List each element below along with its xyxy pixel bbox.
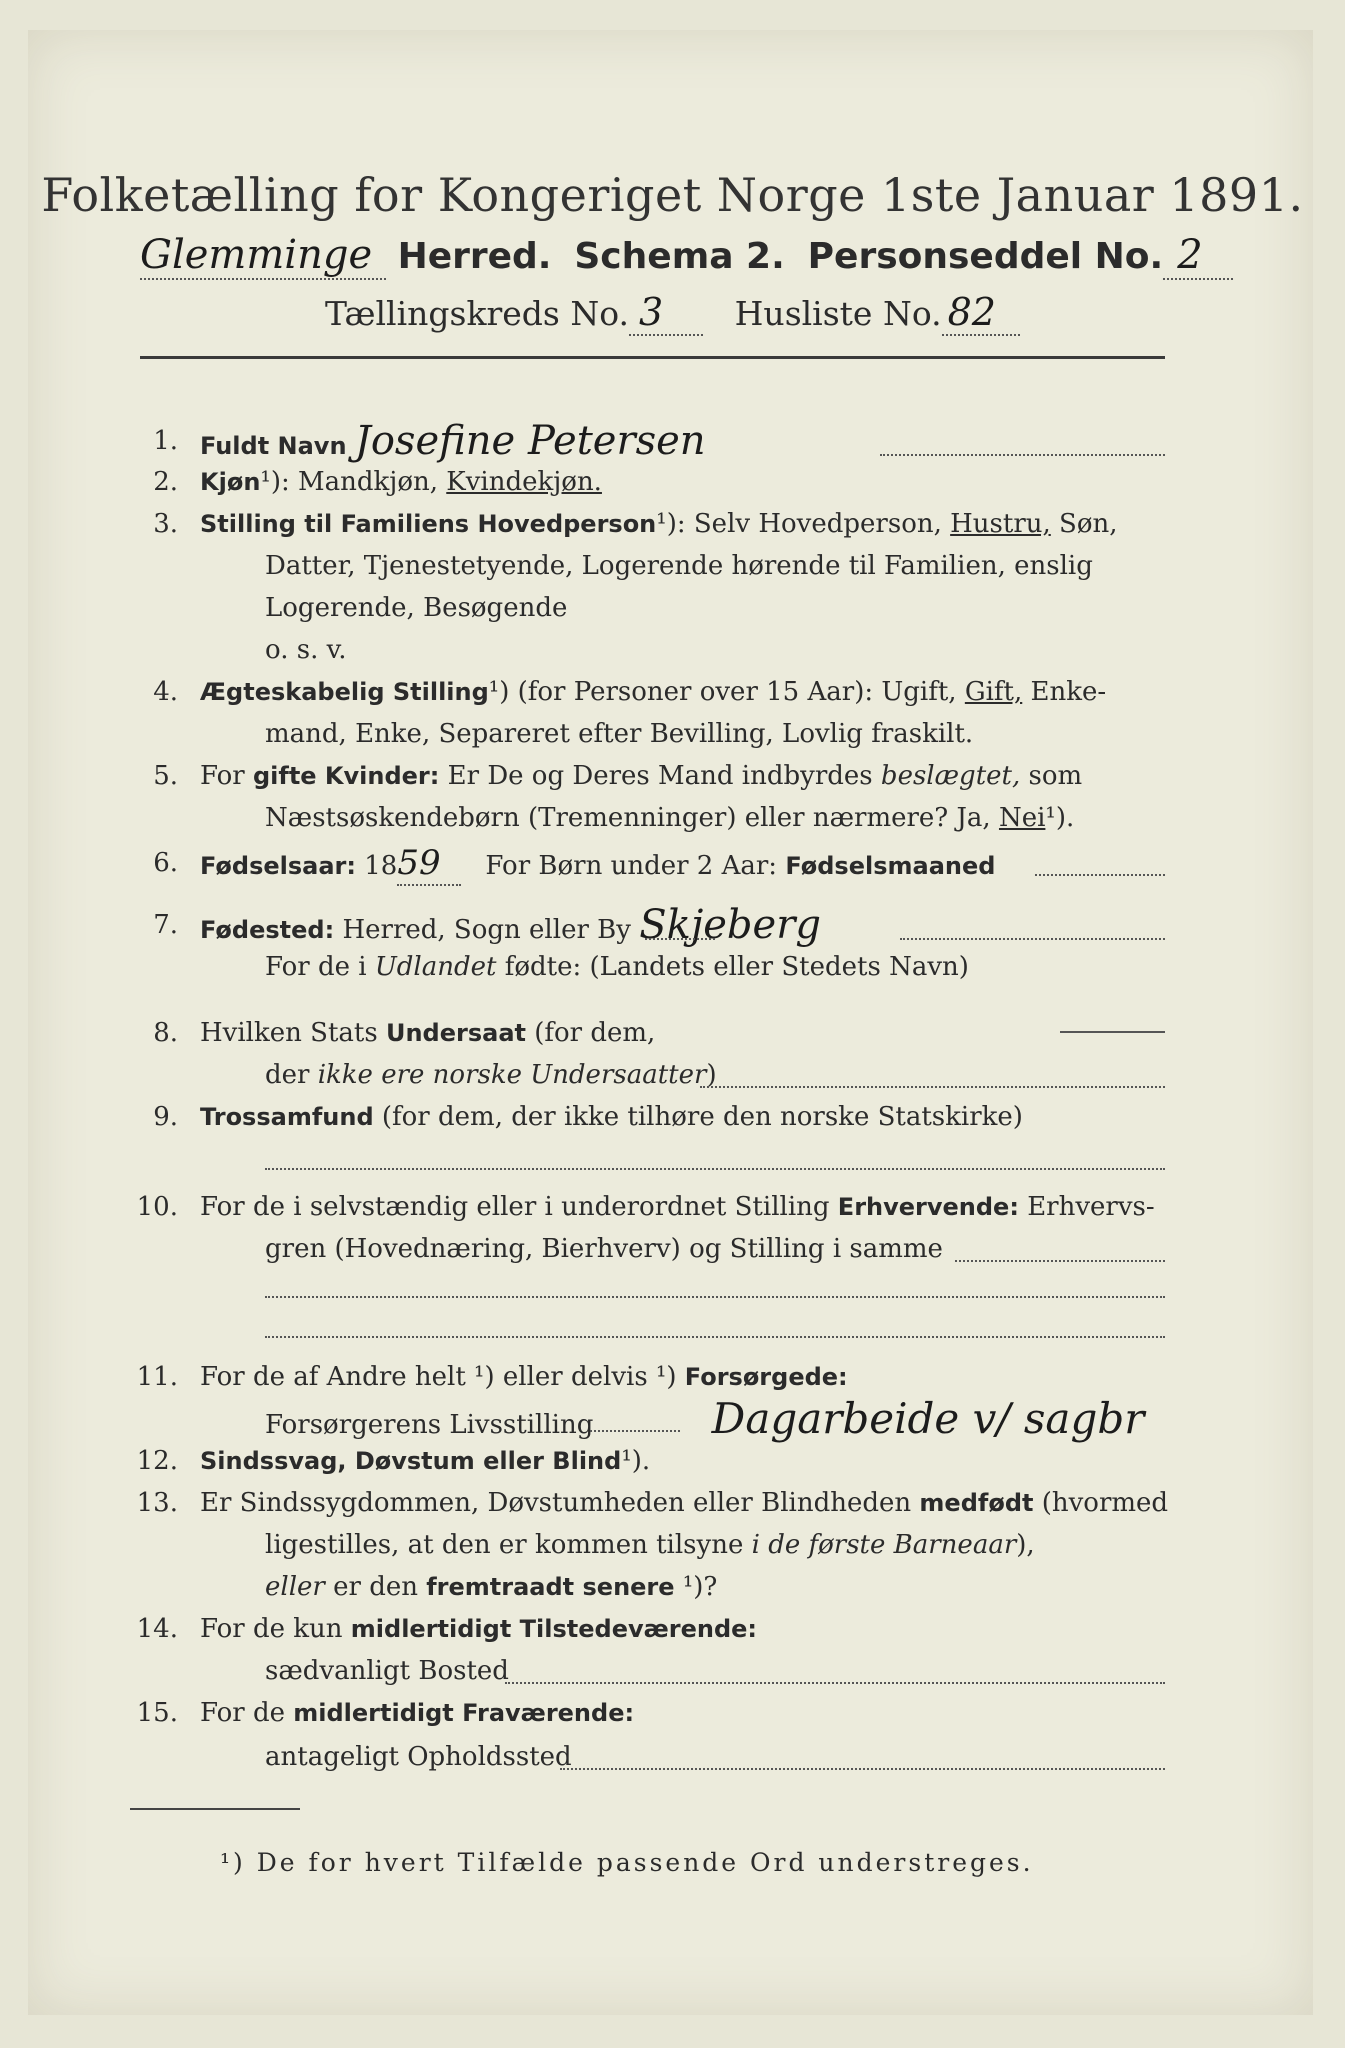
field-8-dotted-line: [700, 1086, 1165, 1088]
field-14-text-a: For de kun: [200, 1614, 343, 1644]
field-8-line2-a: der: [265, 1060, 310, 1090]
field-5-text-b: som: [1028, 761, 1083, 791]
field-10-text-a: For de i selvstændig eller i underordnet Stilling: [200, 1192, 830, 1222]
field-10-text-b: Erhvervs-: [1027, 1192, 1155, 1222]
field-8-line2: [265, 1054, 717, 1096]
field-3-sup: ¹):: [656, 509, 686, 539]
field-4-number: 4.: [153, 677, 178, 707]
field-3-label: Stilling til Familiens Hovedperson: [200, 510, 657, 538]
field-12: [200, 1440, 650, 1482]
herred-label: Herred.: [397, 236, 552, 277]
field-15-dotted-line: [560, 1768, 1165, 1770]
field-8-number: 8.: [153, 1018, 178, 1048]
field-7-line2-italic: Udlandet: [374, 952, 497, 982]
field-10-dotted-line-b: [265, 1296, 1165, 1298]
field-15-label: midlertidigt Fraværende:: [293, 1699, 635, 1727]
field-1-dotted-line: [880, 454, 1165, 456]
taellingskreds-label: Tællingskreds No.: [325, 294, 629, 333]
field-11-line2-row: [265, 1394, 1145, 1446]
field-13-text-a: Er Sindssygdommen, Døvstumheden eller Blindheden: [200, 1488, 912, 1518]
field-9-label: Trossamfund: [200, 1103, 374, 1131]
field-6-dotted-line: [1035, 874, 1165, 876]
field-14-number: 14.: [136, 1614, 178, 1644]
field-2-option-kvindekjon: Kvindekjøn.: [446, 467, 602, 497]
field-5-option-nei: Nei: [998, 803, 1046, 833]
field-13-line3: [265, 1566, 717, 1608]
field-7-answer-line: [1060, 1031, 1165, 1033]
field-13: [200, 1482, 1168, 1524]
field-6-text-b: For Børn under 2 Aar:: [485, 851, 778, 881]
field-8: [200, 1012, 655, 1054]
field-13-number: 13.: [136, 1488, 178, 1518]
header-divider: [140, 356, 1165, 359]
field-11-line2: Forsørgerens Livsstilling: [265, 1410, 594, 1440]
field-1: [200, 420, 706, 467]
field-3-text-a: Selv Hovedperson,: [693, 509, 942, 539]
field-7-number: 7.: [153, 910, 178, 940]
field-11-value: Dagarbeide v/ sagbr: [711, 1394, 1145, 1443]
field-3-text-b: Søn,: [1059, 509, 1118, 539]
field-4-text-b: Enke-: [1030, 677, 1107, 707]
field-7-dotted-line-a: [645, 938, 715, 940]
field-7-dotted-line-b: [900, 938, 1165, 940]
field-13-line2-b: ),: [1016, 1530, 1035, 1560]
field-3-number: 3.: [153, 509, 178, 539]
field-6-label: Fødselsaar:: [200, 852, 356, 880]
field-14: [200, 1608, 757, 1650]
field-13-line2-a: ligestilles, at den er kommen tilsyne: [265, 1530, 744, 1560]
field-15-text-a: For de: [200, 1698, 285, 1728]
field-11-dotted-line: [590, 1430, 680, 1432]
field-5-line2: [265, 797, 1074, 839]
field-7-line2: [265, 946, 969, 988]
field-5-number: 5.: [153, 761, 178, 791]
field-10-number: 10.: [136, 1192, 178, 1222]
field-4-line2: mand, Enke, Separeret efter Bevilling, Lovlig fraskilt.: [265, 719, 974, 749]
field-5-line2-a: Næstsøskendebørn (Tremenninger) eller nærmere? Ja,: [265, 803, 991, 833]
personseddel-value: 2: [1163, 232, 1232, 280]
herred-value: Glemminge: [140, 232, 386, 280]
field-8-line2-b: ): [706, 1060, 717, 1090]
field-1-value: Josefine Petersen: [354, 418, 706, 464]
field-2-number: 2.: [153, 467, 178, 497]
field-2-option-mandkjon: Mandkjøn,: [298, 467, 438, 497]
field-13-line3-b: ¹)?: [682, 1572, 718, 1602]
field-15-line2: antageligt Opholdssted: [265, 1742, 572, 1772]
field-3-option-hustru: Hustru,: [950, 509, 1051, 539]
field-3-line3: Logerende, Besøgende: [265, 593, 568, 623]
field-10: [200, 1186, 1155, 1228]
field-2: [200, 461, 602, 503]
field-7-label: Fødested:: [200, 916, 335, 944]
field-13-line2: [265, 1524, 1035, 1566]
header-line-herred: [140, 232, 1203, 278]
husliste-label: Husliste No.: [734, 294, 942, 333]
field-9-number: 9.: [153, 1102, 178, 1132]
field-4-option-gift: Gift,: [964, 677, 1023, 707]
field-13-text-b: (hvormed: [1041, 1488, 1169, 1518]
field-4-sup: ¹): [488, 677, 510, 707]
field-15-number: 15.: [136, 1698, 178, 1728]
field-7-line2-b: fødte: (Landets eller Stedets Navn): [504, 952, 969, 982]
field-4-label: Ægteskabelig Stilling: [200, 678, 489, 706]
field-5-label: gifte Kvinder:: [252, 762, 440, 790]
field-3: [200, 503, 1118, 545]
field-6-prefix: 18: [364, 851, 398, 881]
field-10-dotted-line-a: [955, 1260, 1165, 1262]
field-3-line2: Datter, Tjenestetyende, Logerende hørende til Familien, enslig: [265, 551, 1093, 581]
field-14-line2: sædvanligt Bosted: [265, 1656, 509, 1686]
field-6-number: 6.: [153, 848, 178, 878]
field-14-label: midlertidigt Tilstedeværende:: [350, 1615, 758, 1643]
field-10-line2: gren (Hovednæring, Bierhverv) og Stilling i samme: [265, 1234, 943, 1264]
field-6: [200, 842, 995, 887]
personseddel-label: Personseddel No.: [807, 236, 1164, 277]
field-3-line4: o. s. v.: [265, 635, 347, 665]
field-5-text-pre: For: [200, 761, 245, 791]
field-7-value: Skjeberg: [639, 902, 821, 948]
field-2-sup: ¹):: [260, 467, 290, 497]
husliste-value: 82: [942, 290, 1020, 336]
field-11-label: Forsørgede:: [684, 1363, 848, 1391]
field-11: [200, 1356, 848, 1398]
field-5-italic: beslægtet,: [880, 761, 1021, 791]
field-9-text-a: (for dem, der ikke tilhøre den norske Statskirke): [381, 1102, 1023, 1132]
field-2-label: Kjøn: [200, 468, 261, 496]
field-7-text-a: Herred, Sogn eller By: [342, 915, 631, 945]
field-10-dotted-line-c: [265, 1336, 1165, 1338]
field-11-text-a: For de af Andre helt ¹) eller delvis ¹): [200, 1362, 677, 1392]
field-12-sup: ¹).: [621, 1446, 651, 1476]
field-4-text-a: (for Personer over 15 Aar): Ugift,: [517, 677, 957, 707]
field-8-line2-italic: ikke ere norske Undersaatter: [317, 1060, 707, 1090]
field-5: [200, 755, 1082, 797]
schema-label: Schema 2.: [574, 236, 785, 277]
field-11-number: 11.: [136, 1362, 178, 1392]
footnote: ¹) De for hvert Tilfælde passende Ord understreges.: [220, 1848, 1034, 1877]
field-10-label: Erhvervende:: [837, 1193, 1019, 1221]
field-5-line2-b: ¹).: [1045, 803, 1075, 833]
field-6-value: 59: [397, 842, 460, 886]
field-8-text-a: Hvilken Stats: [200, 1018, 378, 1048]
field-1-label: Fuldt Navn: [200, 432, 347, 460]
field-14-dotted-line: [505, 1682, 1165, 1684]
form-title: Folketælling for Kongeriget Norge 1ste Januar 1891.: [41, 168, 1304, 222]
field-12-label: Sindssvag, Døvstum eller Blind: [200, 1447, 622, 1475]
field-7-line2-a: For de i: [265, 952, 367, 982]
field-6-label2: Fødselsmaaned: [785, 852, 996, 880]
field-13-line2-italic: i de første Barneaar: [751, 1530, 1017, 1560]
header-line-kreds: [0, 290, 1345, 334]
footnote-rule: [130, 1808, 300, 1810]
field-4: [200, 671, 1106, 713]
field-9-dotted-line: [265, 1168, 1165, 1170]
field-13-line3-italic: eller: [265, 1572, 325, 1602]
field-13-line3-label: fremtraadt senere: [426, 1573, 675, 1601]
field-7: [200, 904, 821, 951]
field-9: [200, 1096, 1023, 1138]
field-12-number: 12.: [136, 1446, 178, 1476]
field-15: [200, 1692, 634, 1734]
field-1-number: 1.: [153, 426, 178, 456]
field-8-text-b: (for dem,: [534, 1018, 656, 1048]
field-5-text-a: Er De og Deres Mand indbyrdes: [447, 761, 873, 791]
taellingskreds-value: 3: [629, 290, 703, 336]
field-13-label: medfødt: [919, 1489, 1034, 1517]
field-13-line3-a: er den: [333, 1572, 418, 1602]
field-8-label: Undersaat: [385, 1019, 526, 1047]
